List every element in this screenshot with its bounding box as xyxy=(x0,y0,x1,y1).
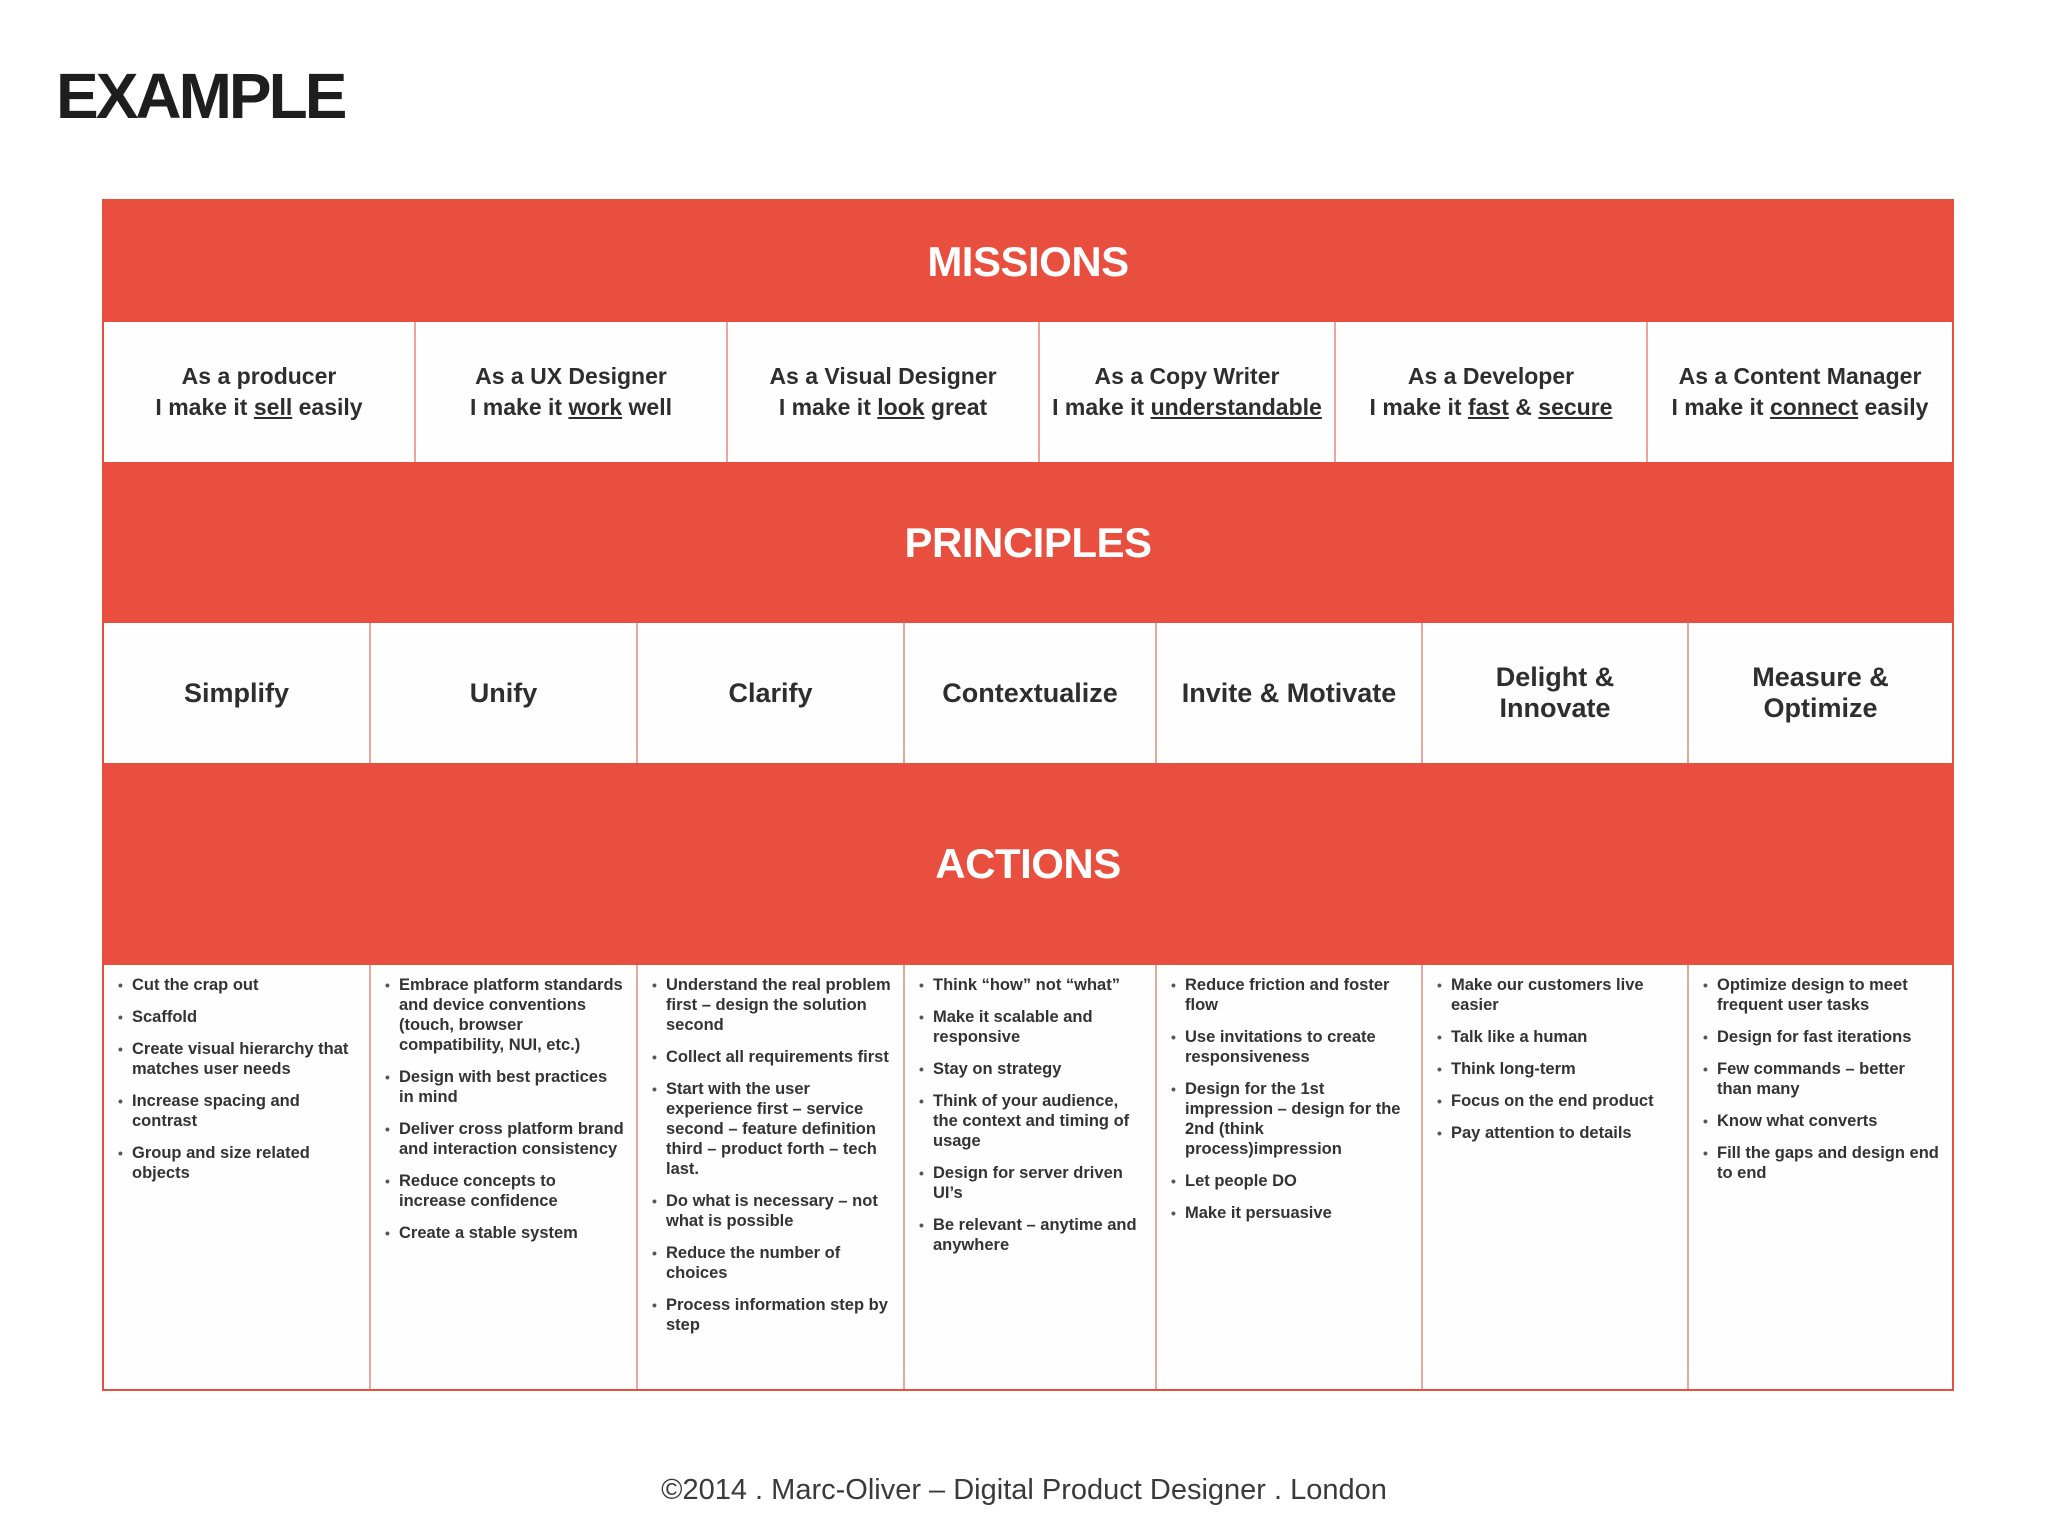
action-item: • Design for the 1st impression – design for the 2nd (think process)impression xyxy=(1171,1079,1411,1159)
mission-role: As a Content Manager xyxy=(1678,363,1922,389)
mission-statement: I make it connect easily xyxy=(1671,394,1929,420)
action-item: • Optimize design to meet frequent user tasks xyxy=(1703,975,1942,1015)
principles-row xyxy=(104,623,1952,763)
action-item: • Group and size related objects xyxy=(118,1143,359,1183)
actions-column-unify xyxy=(371,965,638,1389)
actions-column-measure-optimize xyxy=(1689,965,1952,1389)
action-item: • Understand the real problem first – design the solution second xyxy=(652,975,893,1035)
action-item: • Reduce the number of choices xyxy=(652,1243,893,1283)
action-item: • Talk like a human xyxy=(1437,1027,1677,1047)
actions-column-invite-motivate xyxy=(1157,965,1423,1389)
missions-row xyxy=(104,322,1952,462)
action-item: • Process information step by step xyxy=(652,1295,893,1335)
action-item: • Do what is necessary – not what is possible xyxy=(652,1191,893,1231)
action-item: • Reduce friction and foster flow xyxy=(1171,975,1411,1015)
action-item: • Know what converts xyxy=(1703,1111,1942,1131)
actions-column-contextualize xyxy=(905,965,1157,1389)
principle-contextualize: Contextualize xyxy=(905,623,1157,763)
action-item: • Collect all requirements first xyxy=(652,1047,893,1067)
action-item: • Fill the gaps and design end to end xyxy=(1703,1143,1942,1183)
mission-producer xyxy=(104,322,416,462)
action-item: • Increase spacing and contrast xyxy=(118,1091,359,1131)
action-item: • Stay on strategy xyxy=(919,1059,1145,1079)
missions-band xyxy=(104,201,1952,322)
actions-heading: ACTIONS xyxy=(935,840,1121,887)
mission-role: As a Developer xyxy=(1407,363,1575,389)
action-list xyxy=(1703,975,1942,1195)
action-list xyxy=(652,975,893,1347)
mission-statement: I make it work well xyxy=(470,394,672,420)
actions-column-delight-innovate xyxy=(1423,965,1689,1389)
copyright-footer: ©2014 . Marc-Oliver – Digital Product Designer . London xyxy=(661,1474,1387,1506)
principle-invite-motivate: Invite & Motivate xyxy=(1157,623,1423,763)
action-item: • Make it scalable and responsive xyxy=(919,1007,1145,1047)
actions-row xyxy=(104,965,1952,1389)
action-item: • Design for fast iterations xyxy=(1703,1027,1942,1047)
action-item: • Deliver cross platform brand and interaction consistency xyxy=(385,1119,626,1159)
strategy-board xyxy=(102,199,1954,1391)
mission-statement: I make it fast & secure xyxy=(1369,394,1613,420)
mission-statement: I make it sell easily xyxy=(155,394,363,420)
action-item: • Design for server driven UI’s xyxy=(919,1163,1145,1203)
mission-role: As a Copy Writer xyxy=(1094,363,1280,389)
missions-heading: MISSIONS xyxy=(927,237,1129,285)
action-list xyxy=(118,975,359,1195)
action-item: • Think “how” not “what” xyxy=(919,975,1145,995)
mission-visual-designer xyxy=(728,322,1040,462)
action-item: • Cut the crap out xyxy=(118,975,359,995)
action-item: • Few commands – better than many xyxy=(1703,1059,1942,1099)
principles-band xyxy=(104,462,1952,623)
mission-ux-designer xyxy=(416,322,728,462)
action-list xyxy=(1437,975,1677,1155)
action-item: • Make it persuasive xyxy=(1171,1203,1411,1223)
principle-unify: Unify xyxy=(371,623,638,763)
action-item: • Think long-term xyxy=(1437,1059,1677,1079)
mission-role: As a producer xyxy=(181,363,337,389)
action-item: • Focus on the end product xyxy=(1437,1091,1677,1111)
mission-role: As a UX Designer xyxy=(475,363,667,389)
actions-band xyxy=(104,763,1952,965)
mission-developer xyxy=(1336,322,1648,462)
action-list xyxy=(919,975,1145,1267)
action-item: • Let people DO xyxy=(1171,1171,1411,1191)
principle-simplify: Simplify xyxy=(104,623,371,763)
action-item: • Reduce concepts to increase confidence xyxy=(385,1171,626,1211)
action-item: • Start with the user experience first – service second – feature definition third – product forth – tech last. xyxy=(652,1079,893,1179)
action-item: • Design with best practices in mind xyxy=(385,1067,626,1107)
action-item: • Create a stable system xyxy=(385,1223,626,1243)
action-item: • Use invitations to create responsiveness xyxy=(1171,1027,1411,1067)
action-item: • Pay attention to details xyxy=(1437,1123,1677,1143)
action-item: • Create visual hierarchy that matches user needs xyxy=(118,1039,359,1079)
action-list xyxy=(385,975,626,1255)
action-item: • Embrace platform standards and device conventions (touch, browser compatibility, NUI, etc.) xyxy=(385,975,626,1055)
mission-statement: I make it understandable xyxy=(1052,394,1322,420)
actions-column-clarify xyxy=(638,965,905,1389)
action-item: • Make our customers live easier xyxy=(1437,975,1677,1015)
mission-copy-writer xyxy=(1040,322,1336,462)
action-item: • Scaffold xyxy=(118,1007,359,1027)
principles-heading: PRINCIPLES xyxy=(904,518,1152,566)
actions-column-simplify xyxy=(104,965,371,1389)
mission-statement: I make it look great xyxy=(778,394,988,420)
action-item: • Think of your audience, the context and timing of usage xyxy=(919,1091,1145,1151)
action-item: • Be relevant – anytime and anywhere xyxy=(919,1215,1145,1255)
principle-measure-optimize: Measure & Optimize xyxy=(1689,623,1952,763)
principle-clarify: Clarify xyxy=(638,623,905,763)
action-list xyxy=(1171,975,1411,1235)
mission-role: As a Visual Designer xyxy=(769,363,997,389)
mission-content-manager xyxy=(1648,322,1952,462)
page-title: EXAMPLE xyxy=(56,60,345,132)
principle-delight-innovate: Delight & Innovate xyxy=(1423,623,1689,763)
